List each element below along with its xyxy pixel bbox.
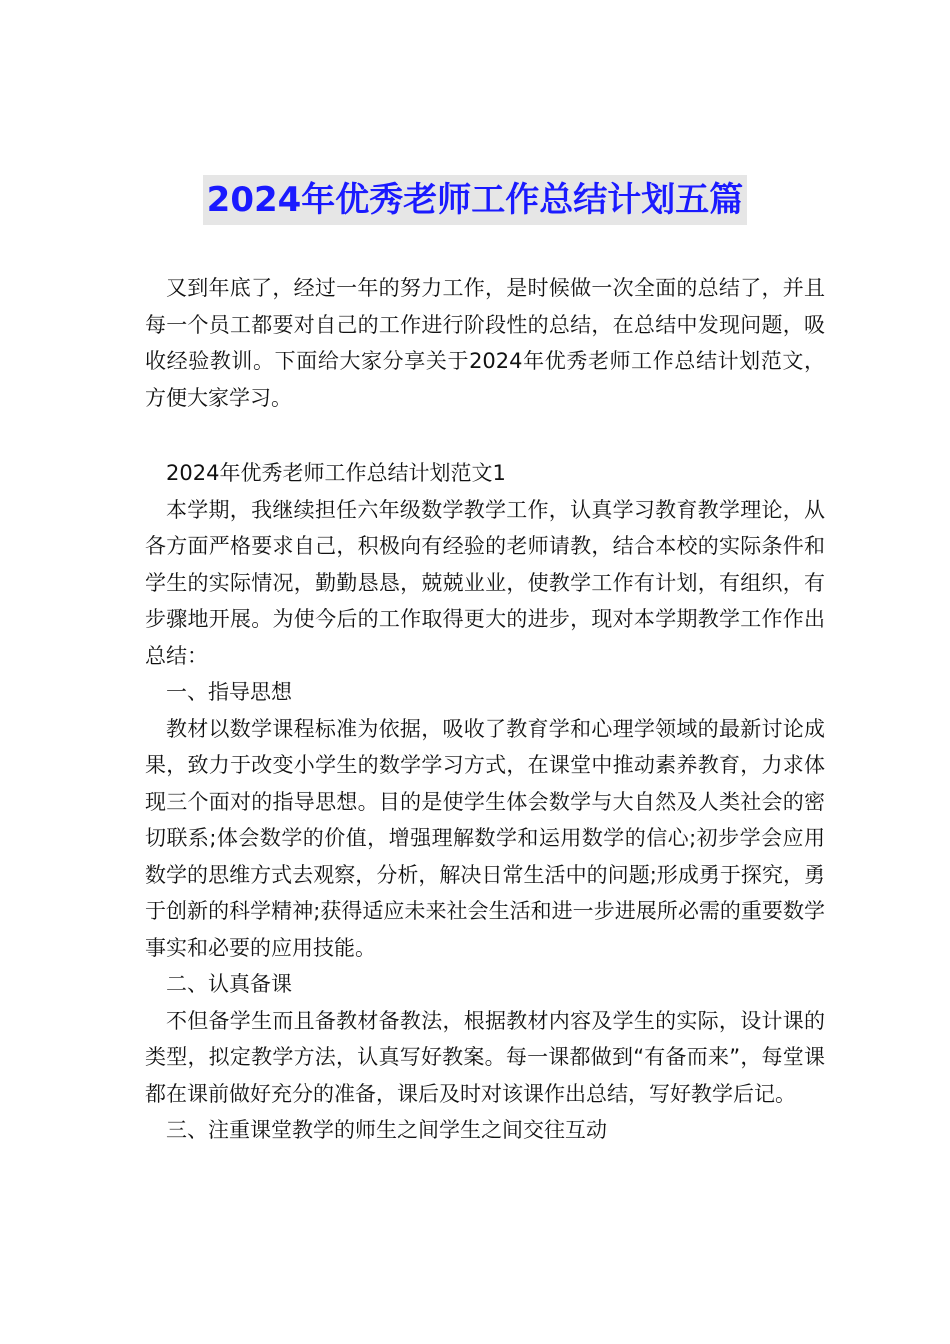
paragraph-3: 不但备学生而且备教材备教法，根据教材内容及学生的实际，设计课的类型，拟定教学方法，认真写好教案。每一课都做到“有备而来”，每堂课都在课前做好充分的准备，课后及时对该课作出总结，写好教学后记。 [145,1008,825,1106]
heading-classroom-interaction: 三、注重课堂教学的师生之间学生之间交往互动 [166,1118,607,1142]
paragraph-2: 教材以数学课程标准为依据，吸收了教育学和心理学领域的最新讨论成果，致力于改变小学生的数学学习方式，在课堂中推动素养教育，力求体现三个面对的指导思想。目的是使学生体会数学与大自然及人类社会的密切联系;体会数学的价值，增强理解数学和运用数学的信心;初步学会应用数学的思维方式去观察，分析，解决日常生活中的问题;形成勇于探究，勇于创新的科学精神;获得适应未来社会生活和进一步进展所必需的重要数学事实和必要的应用技能。 [145,716,825,960]
intro-block [145,270,825,416]
section-block [145,455,825,1149]
section-title: 2024年优秀老师工作总结计划范文1 [166,461,506,485]
heading-lesson-prep: 二、认真备课 [166,972,292,996]
paragraph-1: 本学期，我继续担任六年级数学教学工作，认真学习教育教学理论，从各方面严格要求自己，积极向有经验的老师请教，结合本校的实际条件和学生的实际情况，勤勤恳恳，兢兢业业，使教学工作有计划，有组织，有步骤地开展。为使今后的工作取得更大的进步，现对本学期教学工作作出总结： [145,497,825,668]
intro-paragraph: 又到年底了，经过一年的努力工作，是时候做一次全面的总结了，并且每一个员工都要对自己的工作进行阶段性的总结，在总结中发现问题，吸收经验教训。下面给大家分享关于2024年优秀老师工作总结计划范文，方便大家学习。 [145,276,825,410]
heading-guiding-thought: 一、指导思想 [166,680,292,704]
title-block [0,175,950,225]
document-title: 2024年优秀老师工作总结计划五篇 [203,175,748,225]
